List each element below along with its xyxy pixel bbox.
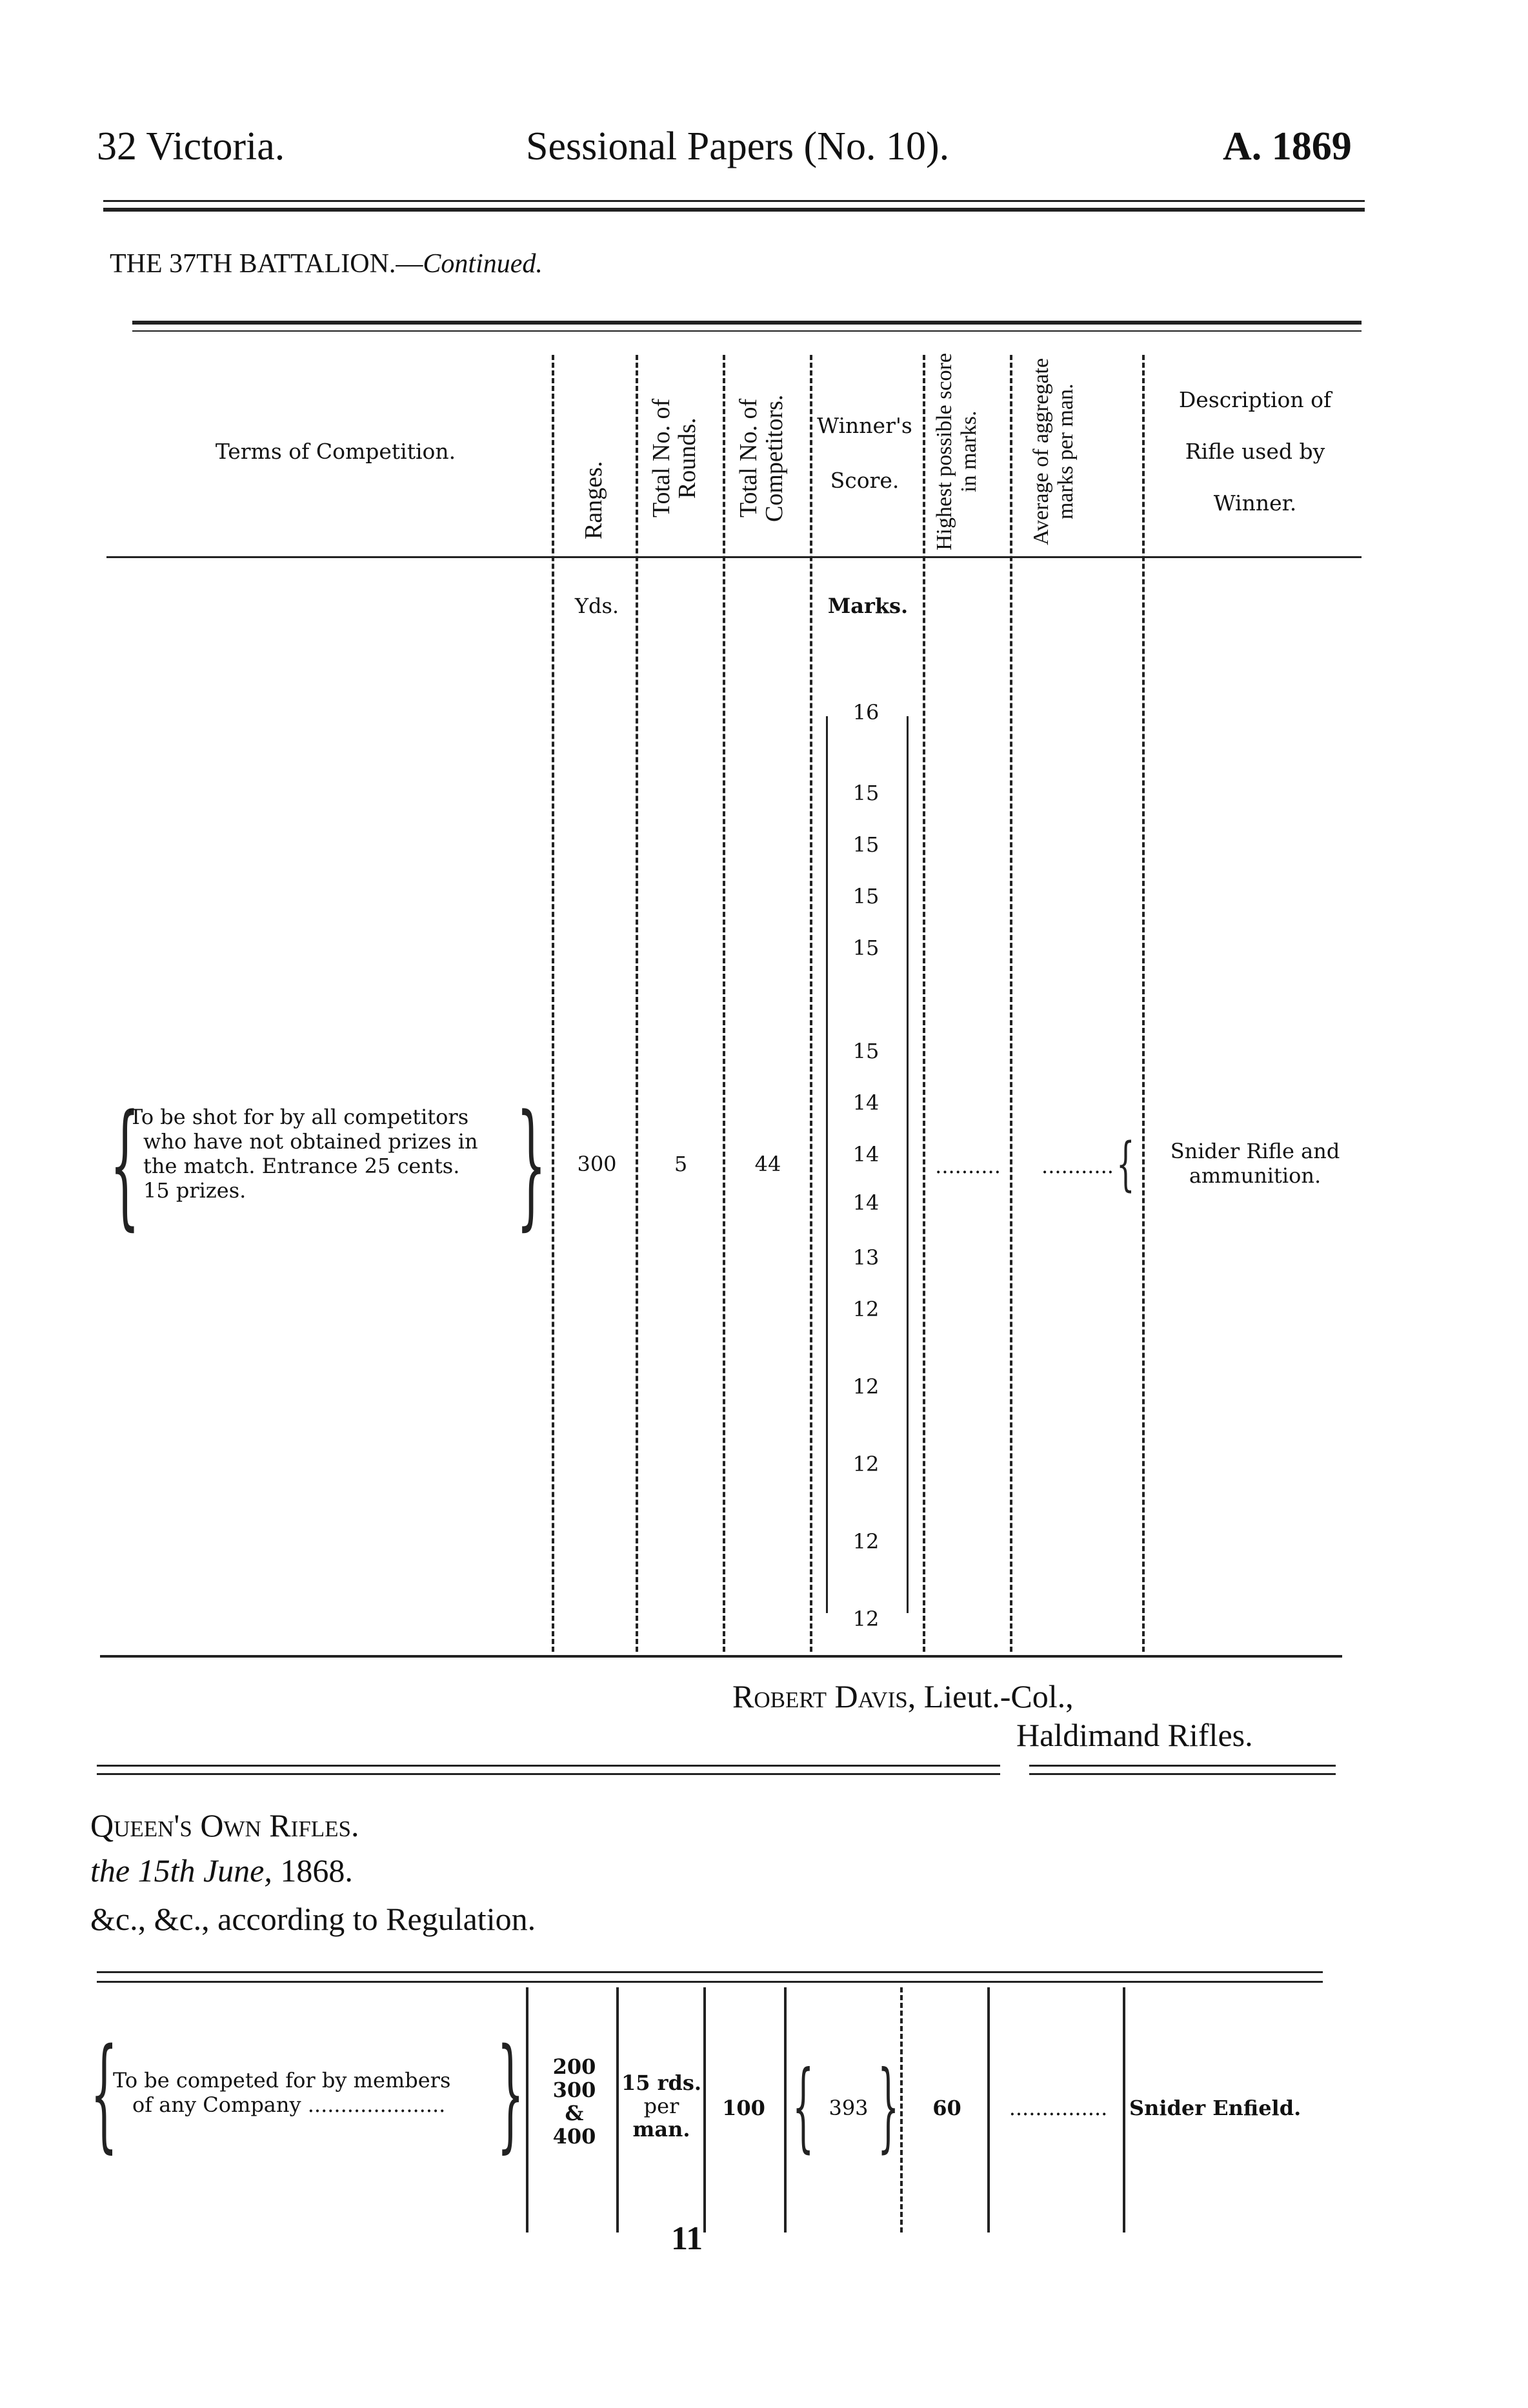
t2-competitors: 100: [722, 2096, 765, 2120]
t2-average: ...............: [1009, 2096, 1108, 2120]
divider-2b: [1029, 1773, 1336, 1775]
t2-terms-line-2: of any Company .....................: [132, 2092, 446, 2117]
signature-title: Lieut.-Col.,: [923, 1678, 1074, 1714]
table1-rule-top: [132, 321, 1362, 325]
row-highest: ..........: [935, 1154, 1001, 1178]
header-left: 32 Victoria.: [97, 125, 285, 168]
signature-line-1: [732, 1678, 1074, 1715]
t2-terms-brace-right: }: [497, 2022, 525, 2165]
section-title-suffix: Continued.: [423, 249, 543, 279]
winner-score: 13: [852, 1245, 880, 1270]
t2-range-3: &: [565, 2101, 584, 2125]
winner-score: 12: [852, 1607, 880, 1631]
col-sep-5: [923, 355, 925, 1652]
table2-rule-top-b: [97, 1981, 1323, 1983]
t2-sep-3: [703, 1987, 706, 2232]
signature-name: Robert Davis,: [732, 1678, 916, 1714]
t2-range-1: 200: [552, 2054, 596, 2079]
t2-rounds-3: man.: [632, 2117, 690, 2142]
section2-regulation: &c., &c., according to Regulation.: [90, 1901, 536, 1937]
t2-sep-1: [526, 1987, 528, 2232]
terms-line-1: To be shot for by all competitors: [129, 1105, 469, 1129]
row-competitors: 44: [754, 1152, 781, 1176]
t2-range-4: 400: [552, 2124, 596, 2149]
table1-header-rule: [106, 556, 1362, 558]
header-rule-top: [103, 200, 1365, 202]
winner-score: 15: [852, 936, 880, 960]
t2-rounds-2: per: [643, 2094, 679, 2118]
terms-line-2: who have not obtained prizes in: [143, 1129, 478, 1154]
table2-rule-top-a: [97, 1971, 1323, 1973]
terms-brace-left: {: [110, 1085, 140, 1243]
t2-sep-2: [616, 1987, 619, 2232]
col-sep-7: [1142, 355, 1145, 1652]
row-description: [1145, 1139, 1365, 1188]
page-number: 11: [671, 2220, 703, 2257]
terms-line-4: 15 prizes.: [143, 1178, 246, 1203]
t2-score: 393: [829, 2096, 869, 2120]
score-brace-right: [907, 716, 909, 1613]
divider-2a: [1029, 1765, 1336, 1767]
terms-line-3: the match. Entrance 25 cents.: [143, 1154, 460, 1178]
section-title: [110, 248, 543, 279]
header-ranges: Ranges.: [580, 461, 607, 539]
col-sep-6: [1010, 355, 1012, 1652]
section2-title: Queen's Own Rifles.: [90, 1807, 359, 1843]
table1-rule-top-thin: [132, 330, 1362, 332]
header-description-3: Winner.: [1213, 490, 1297, 516]
description-line-2: ammunition.: [1189, 1163, 1322, 1188]
header-winners-score-1: Winner's: [817, 413, 912, 438]
col-sep-4: [810, 355, 812, 1652]
winner-score: 12: [852, 1297, 880, 1321]
col-sep-3: [723, 355, 725, 1652]
signature-unit: Haldimand Rifles.: [1016, 1717, 1253, 1753]
row-range: 300: [577, 1152, 617, 1176]
col-sep-1: [552, 355, 554, 1652]
divider-1b: [97, 1773, 1000, 1775]
winner-score: 12: [852, 1529, 880, 1554]
description-brace: {: [1116, 1130, 1135, 1198]
unit-ranges: Yds.: [574, 594, 619, 618]
divider-1a: [97, 1765, 1000, 1767]
t2-sep-5: [900, 1987, 903, 2232]
section-title-prefix: THE 37TH BATTALION.—: [110, 249, 423, 279]
header-average: Average of aggregate marks per man.: [1029, 357, 1078, 546]
header-winners-score-2: Score.: [830, 468, 900, 493]
row-average: ...........: [1041, 1154, 1114, 1178]
t2-rounds-1: 15 rds.: [621, 2071, 702, 2095]
t2-ranges: [536, 2055, 613, 2148]
winner-score: 16: [852, 700, 880, 725]
terms-text: [129, 1105, 529, 1203]
header-competitors: Total No. of Competitors.: [735, 394, 788, 522]
t2-sep-7: [1123, 1987, 1125, 2232]
t2-score-brace-left: {: [792, 2051, 814, 2163]
winner-score: 15: [852, 781, 880, 805]
col-sep-2: [636, 355, 638, 1652]
t2-sep-6: [987, 1987, 990, 2232]
t2-terms-brace-left: {: [90, 2022, 118, 2165]
header-description-1: Description of: [1178, 387, 1332, 412]
section2-date: [90, 1852, 353, 1889]
description-line-1: Snider Rifle and: [1170, 1139, 1340, 1163]
header-description-2: Rifle used by: [1185, 439, 1325, 464]
header-center: Sessional Papers (No. 10).: [526, 125, 950, 168]
header-highest: Highest possible score in marks.: [932, 353, 981, 550]
header-rule-bottom: [103, 208, 1365, 212]
table1-rule-bottom: [100, 1655, 1342, 1658]
header-rounds: Total No. of Rounds.: [648, 398, 701, 518]
winner-score: 14: [852, 1142, 880, 1167]
winner-score: 15: [852, 1039, 880, 1063]
score-brace-left: [826, 716, 828, 1613]
winner-score: 14: [852, 1190, 880, 1215]
t2-score-brace-right: }: [878, 2051, 900, 2163]
winner-score: 14: [852, 1090, 880, 1115]
unit-score: Marks.: [827, 594, 909, 618]
t2-description: Snider Enfield.: [1129, 2096, 1302, 2120]
winner-score: 12: [852, 1452, 880, 1476]
winner-score: 15: [852, 884, 880, 908]
row-rounds: 5: [674, 1152, 688, 1176]
terms-brace-right: }: [516, 1085, 547, 1243]
winner-score: 12: [852, 1374, 880, 1399]
winner-score: 15: [852, 832, 880, 857]
section2-date-b: 1868.: [280, 1852, 353, 1889]
t2-terms: [113, 2068, 507, 2117]
t2-terms-line-1: To be competed for by members: [113, 2068, 451, 2092]
section2-date-a: the 15th June,: [90, 1852, 272, 1889]
t2-range-2: 300: [552, 2078, 596, 2102]
t2-highest: 60: [932, 2096, 961, 2120]
header-terms: Terms of Competition.: [215, 439, 456, 464]
t2-rounds: [619, 2071, 703, 2141]
header-right: A. 1869: [1223, 125, 1352, 168]
t2-sep-4: [784, 1987, 787, 2232]
